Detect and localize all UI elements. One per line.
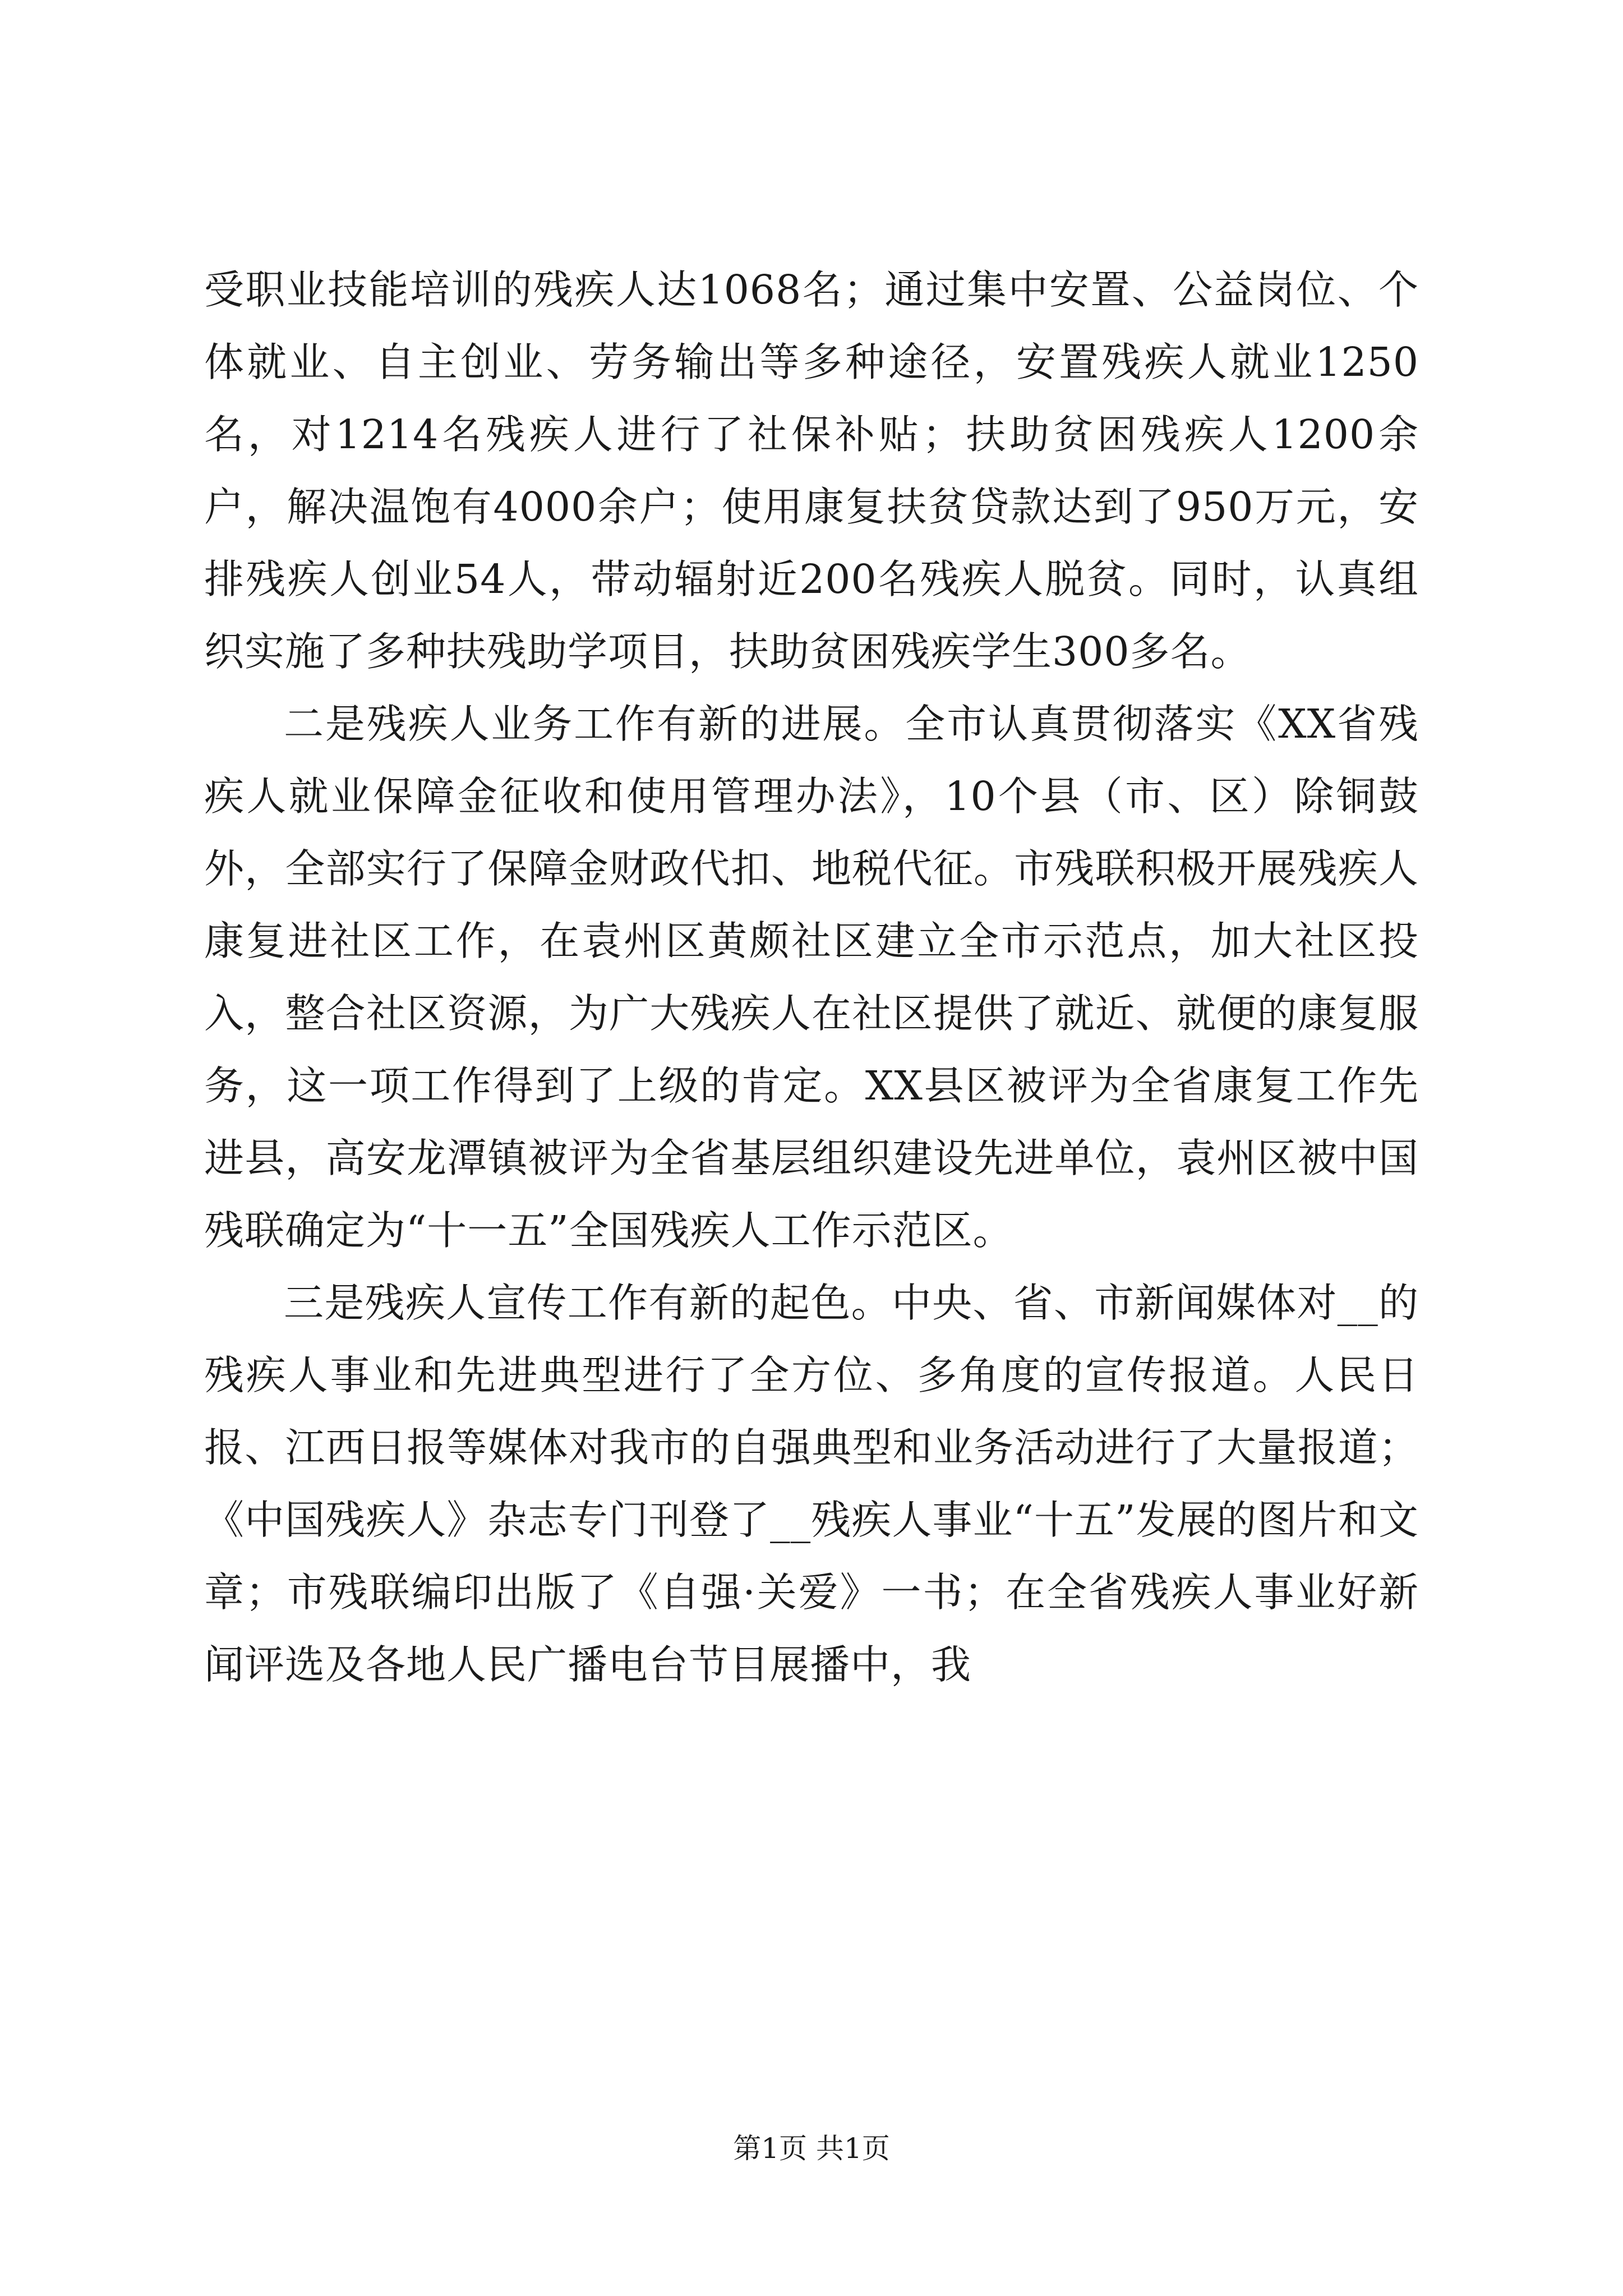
- document-body: [204, 254, 1419, 1701]
- page-footer: 第1页 共1页: [733, 2132, 890, 2165]
- paragraph-business-progress: 二是残疾人业务工作有新的进展。全市认真贯彻落实《XX省残疾人就业保障金征收和使用管理办法》，10个县（市、区）除铜鼓外，全部实行了保障金财政代扣、地税代征。市残联积极开展残疾人康复进社区工作，在袁州区黄颇社区建立全市示范点，加大社区投入，整合社区资源，为广大残疾人在社区提供了就近、就便的康复服务，这一项工作得到了上级的肯定。XX县区被评为全省康复工作先进县，高安龙潭镇被评为全省基层组织建设先进单位，袁州区被中国残联确定为“十一五”全国残疾人工作示范区。: [204, 701, 1419, 1254]
- paragraph-employment-stats: 受职业技能培训的残疾人达1068名；通过集中安置、公益岗位、个体就业、自主创业、劳务输出等多种途径，安置残疾人就业1250名，对1214名残疾人进行了社保补贴；扶助贫困残疾人1200余户，解决温饱有4000余户；使用康复扶贫贷款达到了950万元，安排残疾人创业54人，带动辐射近200名残疾人脱贫。同时，认真组织实施了多种扶残助学项目，扶助贫困残疾学生300多名。: [204, 266, 1419, 675]
- paragraph-publicity-work: 三是残疾人宣传工作有新的起色。中央、省、市新闻媒体对__的残疾人事业和先进典型进行了全方位、多角度的宣传报道。人民日报、江西日报等媒体对我市的自强典型和业务活动进行了大量报道；《中国残疾人》杂志专门刊登了__残疾人事业“十五”发展的图片和文章；市残联编印出版了《自强·关爱》一书；在全省残疾人事业好新闻评选及各地人民广播电台节目展播中，我: [204, 1280, 1419, 1688]
